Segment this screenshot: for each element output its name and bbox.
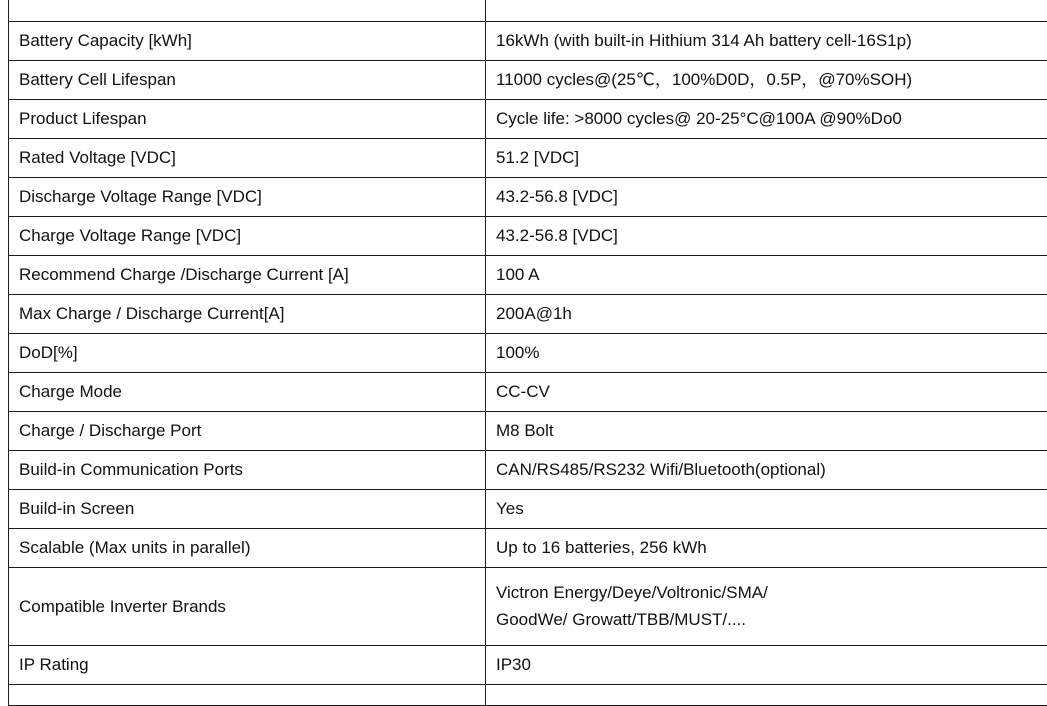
value-cell: 43.2-56.8 [VDC] (486, 178, 1047, 217)
table-row (9, 451, 1047, 490)
table-row-partial-bottom (9, 685, 1047, 706)
label-cell: Scalable (Max units in parallel) (9, 529, 486, 568)
label-cell: Discharge Voltage Range [VDC] (9, 178, 486, 217)
label-cell: Battery Cell Lifespan (9, 61, 486, 100)
label-cell: Battery Capacity [kWh] (9, 22, 486, 61)
table-row (9, 178, 1047, 217)
table-row (9, 61, 1047, 100)
table-row (9, 295, 1047, 334)
label-cell: Max Charge / Discharge Current[A] (9, 295, 486, 334)
table-row (9, 490, 1047, 529)
label-cell: Charge / Discharge Port (9, 412, 486, 451)
value-cell (486, 0, 1047, 22)
label-cell: Product Lifespan (9, 100, 486, 139)
value-cell: 16kWh (with built-in Hithium 314 Ah battery cell-16S1p) (486, 22, 1047, 61)
table-row (9, 100, 1047, 139)
value-cell: M8 Bolt (486, 412, 1047, 451)
table-row (9, 256, 1047, 295)
label-cell: DoD[%] (9, 334, 486, 373)
value-cell: 11000 cycles@(25℃，100%D0D，0.5P，@70%SOH) (486, 61, 1047, 100)
value-cell: 100 A (486, 256, 1047, 295)
label-cell: IP Rating (9, 646, 486, 685)
value-line: Victron Energy/Deye/Voltronic/SMA/ (496, 582, 1047, 604)
value-line: GoodWe/ Growatt/TBB/MUST/.... (496, 609, 1047, 631)
label-cell: Compatible Inverter Brands (9, 568, 486, 646)
value-cell: CC-CV (486, 373, 1047, 412)
value-cell: Up to 16 batteries, 256 kWh (486, 529, 1047, 568)
value-cell: CAN/RS485/RS232 Wifi/Bluetooth(optional) (486, 451, 1047, 490)
table-row (9, 217, 1047, 256)
table-row (9, 646, 1047, 685)
table-row (9, 334, 1047, 373)
label-cell: Build-in Screen (9, 490, 486, 529)
table-row (9, 529, 1047, 568)
label-cell: Charge Mode (9, 373, 486, 412)
spec-table (8, 0, 1047, 706)
table-row (9, 373, 1047, 412)
table-row (9, 139, 1047, 178)
label-cell: Rated Voltage [VDC] (9, 139, 486, 178)
table-row (9, 22, 1047, 61)
label-cell: Recommend Charge /Discharge Current [A] (9, 256, 486, 295)
value-cell: 43.2-56.8 [VDC] (486, 217, 1047, 256)
value-cell (486, 685, 1047, 706)
table-row-partial-top (9, 0, 1047, 22)
label-cell (9, 685, 486, 706)
label-cell: Build-in Communication Ports (9, 451, 486, 490)
value-cell: Cycle life: >8000 cycles@ 20-25°C@100A @90%Do0 (486, 100, 1047, 139)
value-cell: 51.2 [VDC] (486, 139, 1047, 178)
value-cell: IP30 (486, 646, 1047, 685)
value-cell (486, 568, 1047, 646)
table-row (9, 568, 1047, 646)
label-cell: Charge Voltage Range [VDC] (9, 217, 486, 256)
value-cell: 200A@1h (486, 295, 1047, 334)
value-cell: 100% (486, 334, 1047, 373)
table-row (9, 412, 1047, 451)
value-cell: Yes (486, 490, 1047, 529)
label-cell (9, 0, 486, 22)
